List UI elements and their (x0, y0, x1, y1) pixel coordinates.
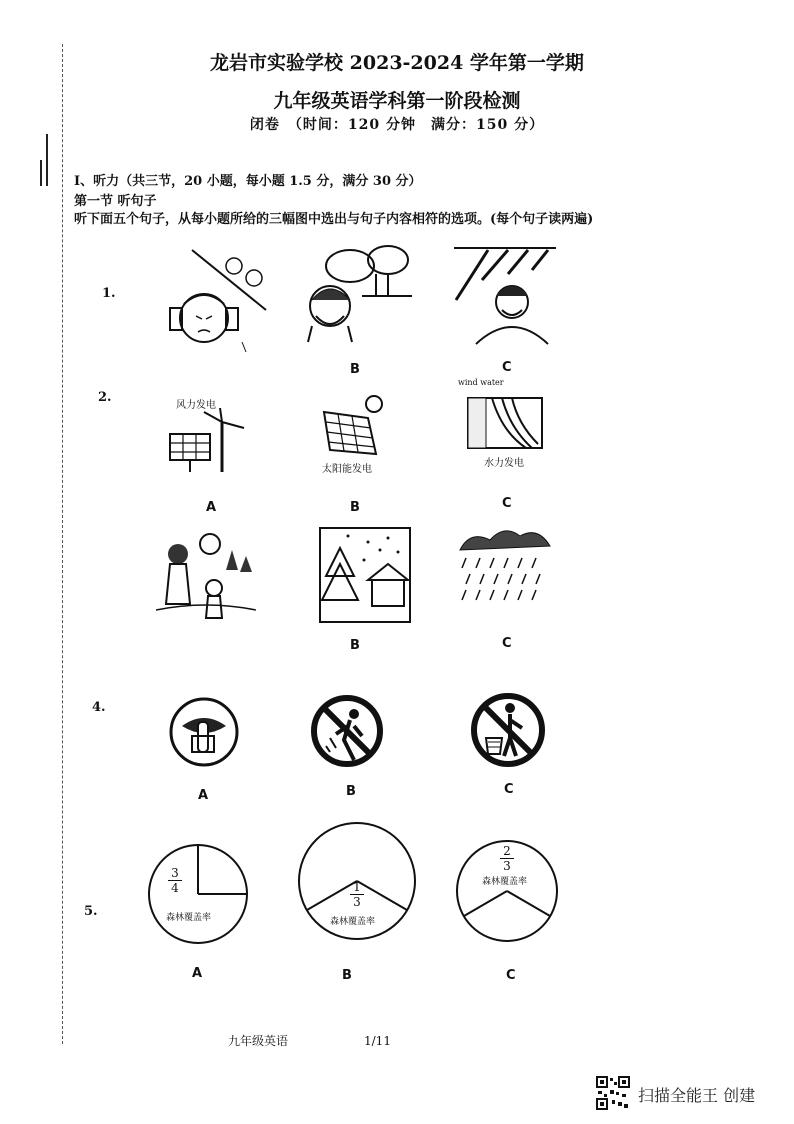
option-label: C (504, 782, 514, 797)
q1-option-c (452, 240, 558, 346)
fraction-denominator: 4 (168, 880, 182, 895)
instruction: 听下面五个句子，从每小题所给的三幅图中选出与句子内容相符的选项。(每个句子读两遍) (74, 212, 594, 227)
margin-mark (40, 160, 42, 186)
option-label: A (198, 788, 209, 803)
question-number: 5. (84, 904, 98, 919)
q5-option-a (146, 842, 250, 946)
question-number: 1. (102, 286, 116, 301)
wind-power-icon (164, 408, 248, 474)
option-label: B (350, 500, 360, 515)
footer-subject: 九年级英语 (228, 1034, 289, 1048)
q2-option-a (164, 408, 248, 474)
option-label: B (350, 638, 360, 653)
q1-option-a (162, 244, 270, 356)
scanner-watermark: 扫描全能王 创建 (638, 1086, 756, 1105)
q2-option-c (462, 388, 550, 450)
q1-option-b (302, 230, 412, 348)
margin-mark (46, 134, 48, 186)
option-label: C (502, 496, 512, 511)
caption-wind: 风力发电 (176, 400, 216, 411)
overlay-text: wind water (458, 378, 504, 387)
caption-solar: 太阳能发电 (322, 464, 372, 475)
solar-power-icon (316, 392, 392, 456)
exam-title-subject: 九年级英语学科第一阶段检测 (273, 90, 521, 112)
sunny-family-icon (156, 530, 256, 624)
q3-option-c (456, 528, 554, 612)
question-number: 4. (92, 700, 106, 715)
exam-info: 闭卷 （时间：120 分钟 满分：150 分） (249, 117, 545, 133)
option-label: B (342, 968, 352, 983)
caption-hydro: 水力发电 (484, 458, 524, 469)
fraction-denominator: 3 (500, 858, 514, 873)
option-label: C (502, 636, 512, 651)
fraction-denominator: 3 (350, 894, 364, 909)
crying-child-icon (302, 230, 412, 348)
option-label: A (192, 966, 203, 981)
snowy-house-icon (318, 520, 412, 624)
pie-caption: 森林覆盖率 (330, 917, 376, 927)
question-number: 2. (98, 390, 112, 405)
quiet-sign-icon (168, 696, 240, 768)
fraction (500, 844, 514, 873)
fraction (350, 880, 364, 909)
q3-option-a (156, 530, 256, 624)
footer-page-number: 1/11 (364, 1034, 391, 1048)
exam-title-school: 龙岩市实验学校 2023-2024 学年第一学期 (210, 52, 584, 74)
fraction-numerator: 2 (503, 844, 511, 858)
covering-ears-icon (162, 244, 270, 356)
pie-caption: 森林覆盖率 (166, 913, 212, 923)
option-label: A (206, 500, 217, 515)
q4-option-c (470, 692, 546, 768)
hydro-power-icon (462, 388, 550, 450)
binding-margin-line (62, 44, 63, 1044)
no-littering-basket-sign-icon (470, 692, 546, 768)
option-label: C (506, 968, 516, 983)
pie-caption: 森林覆盖率 (482, 877, 528, 887)
no-littering-sign-icon (310, 694, 384, 768)
fraction-numerator: 1 (353, 880, 361, 894)
fraction-numerator: 3 (171, 866, 179, 880)
q2-option-b (316, 392, 392, 456)
option-label: C (502, 360, 512, 375)
option-label: B (350, 362, 360, 377)
sub-heading: 第一节 听句子 (74, 194, 157, 209)
q4-option-b (310, 694, 384, 768)
qr-code-icon (596, 1076, 630, 1110)
q3-option-b (318, 520, 412, 624)
heavy-rain-icon (456, 528, 554, 612)
q4-option-a (168, 696, 240, 768)
covering-nose-icon (452, 240, 558, 346)
fraction (168, 866, 182, 895)
part-heading: Ⅰ、听力（共三节，20 小题，每小题 1.5 分，满分 30 分） (74, 174, 422, 189)
pie-chart-a (146, 842, 250, 946)
option-label: B (346, 784, 356, 799)
